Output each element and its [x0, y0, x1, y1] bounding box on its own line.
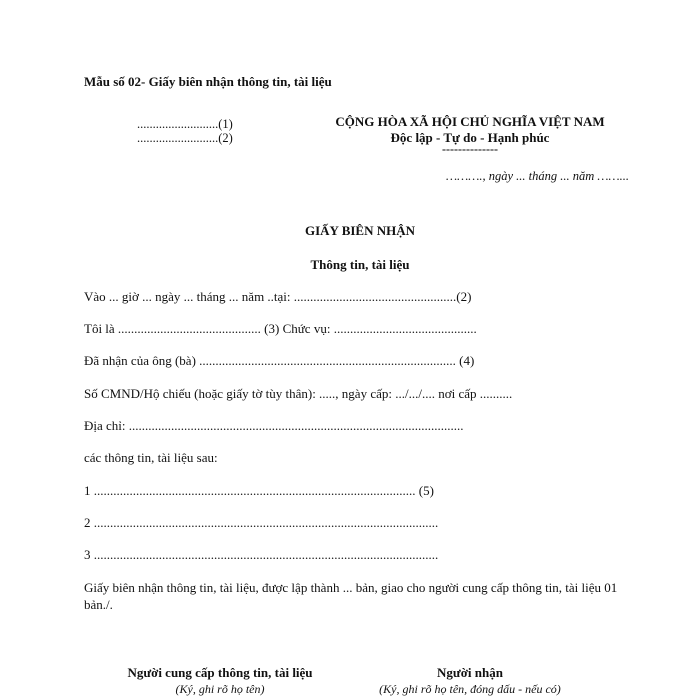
motto-underline: -------------- — [442, 142, 498, 156]
dateline: ………., ngày ... tháng ... năm ……... — [446, 169, 629, 183]
agency-line-2: ..........................(2) — [137, 131, 233, 145]
field-receiver-name: Tôi là ............................................ (3) Chức vụ: ............................................ — [84, 321, 477, 336]
document-title: GIẤY BIÊN NHẬN — [304, 223, 416, 238]
form-code: Mẫu số 02- Giấy biên nhận thông tin, tài liệu — [84, 74, 332, 89]
field-received-from: Đã nhận của ông (bà) ............................................................................... (4) — [84, 353, 475, 368]
national-motto: Độc lập - Tự do - Hạnh phúc — [390, 130, 550, 145]
receiver-signature-title: Người nhận — [437, 665, 503, 680]
document-subtitle: Thông tin, tài liệu — [310, 257, 410, 272]
provider-signature-title: Người cung cấp thông tin, tài liệu — [127, 665, 313, 680]
agency-line-1: ..........................(1) — [137, 117, 233, 131]
list-item: 2 .......................................................................................................... — [84, 515, 439, 530]
field-address: Địa chỉ: ....................................................................................................... — [84, 418, 464, 433]
receiver-signature-note: (Ký, ghi rõ họ tên, đóng dấu - nếu có) — [379, 682, 561, 696]
provider-signature-note: (Ký, ghi rõ họ tên) — [175, 682, 265, 696]
national-title: CỘNG HÒA XÃ HỘI CHỦ NGHĨA VIỆT NAM — [335, 114, 605, 129]
list-item: 3 .......................................................................................................... — [84, 547, 439, 562]
field-time-place: Vào ... giờ ... ngày ... tháng ... năm ..tại: ..................................................(2) — [84, 289, 472, 304]
field-items-intro: các thông tin, tài liệu sau: — [84, 450, 218, 465]
field-id-card: Số CMND/Hộ chiếu (hoặc giấy tờ tùy thân): ....., ngày cấp: .../.../.... nơi cấp .......... — [84, 386, 513, 401]
closing-statement: Giấy biên nhận thông tin, tài liệu, được lập thành ... bản, giao cho người cung cấp thông tin, tài liệu 01 bản./. — [84, 580, 618, 612]
list-item: 1 ................................................................................................... (5) — [84, 483, 434, 498]
